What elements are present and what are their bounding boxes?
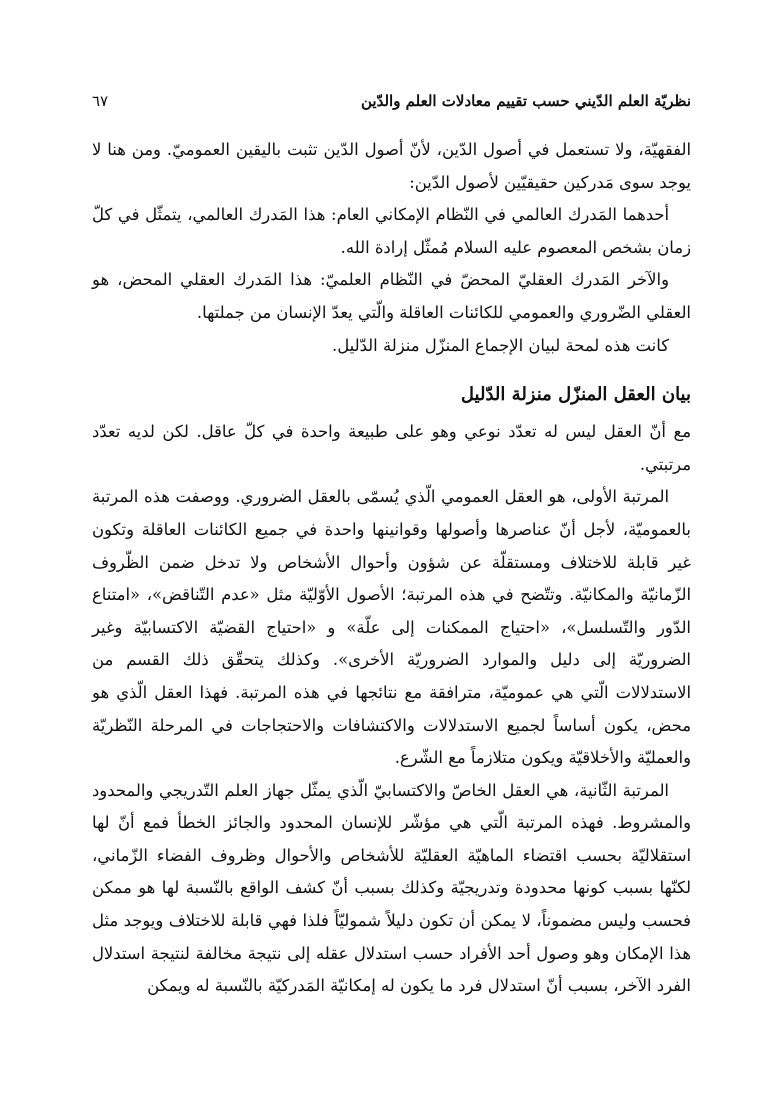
paragraph: المرتبة الثّانية، هي العقل الخاصّ والاكتسابيّ الّذي يمثّل جهاز العلم التّدريجي والمحدود والمشروط. فهذه المرتبة الّتي هي مؤشّر للإنسان المحدود والجائز الخطأ فمع أنّ لها استقلاليّة بحسب اقتضاء الماهيّة العقليّة للأشخاص والأحوال وظروف الفضاء الزّماني، لكنّها بسبب كونها محدودة وتدريجيّة وكذلك بسبب أنّ كشف الواقع بالنّسبة لها هو ممكن فحسب وليس مضموناً، لا يمكن أن تكون دليلاً شموليّاً فلذا فهي قابلة للاختلاف ويوجد مثل هذا الإمكان وهو وصول أحد الأفراد حسب استدلال عقله إلى نتيجة مخالفة لنتيجة استدلال الفرد الآخر، بسبب أنّ استدلال فرد ما يكون له إمكانيّة المَدركيّة بالنّسبة له ويمكن: [92, 780, 691, 996]
paragraph: المرتبة الأولى، هو العقل العمومي الّذي يُسمّى بالعقل الضروري. ووصفت هذه المرتبة بالعموميّة، لأجل أنّ عناصرها وأصولها وقوانينها واحدة في جميع الكائنات العاقلة وتكون غير قابلة للاختلاف ومستقلّة عن شؤون وأحوال الأشخاص ولا تدخل ضمن الظّروف الزّمانيّة والمكانيّة. وتتّضح في هذه المرتبة؛ الأصول الأوّليّة مثل «عدم التّناقض»، «امتناع الدّور والتّسلسل»، «احتياج الممكنات إلى علّة» و «احتياج القضيّة الاكتسابيّة وغير الضروريّة إلى دليل والموارد الضروريّة الأخرى». وكذلك يتحقّق ذلك القسم من الاستدلالات الّتي هي عموميّة، مترافقة مع نتائجها في هذه المرتبة. فهذا العقل الّذي هو محض، يكون أساساً لجميع الاستدلالات والاكتشافات والاحتجاجات في المرحلة النّظريّة والعمليّة والأخلاقيّة ويكون متلازماً مع الشّرع.: [92, 487, 691, 768]
page-number: ٦٧: [92, 92, 109, 110]
running-header-title: نظريّة العلم الدّيني حسب تقييم معادلات العلم والدّين: [360, 92, 691, 110]
paragraph: والآخر المَدرك العقليّ المحضّ في النّظام العلميّ: هذا المَدرك العقلي المحض، هو العقلي الضّروري والعمومي للكائنات العاقلة والّتي يعدّ الإنسان من جملتها.: [92, 270, 691, 322]
section-heading: بيان العقل المنزّل منزلة الدّليل: [460, 384, 691, 406]
paragraph: مع أنّ العقل ليس له تعدّد نوعي وهو على طبيعة واحدة في كلّ عاقل. لكن لديه تعدّد مرتبتي.: [92, 422, 691, 474]
running-header: [92, 88, 691, 114]
paragraph: أحدهما المَدرك العالمي في النّظام الإمكاني العام: هذا المَدرك العالمي، يتمثّل في كلّ زمان بشخص المعصوم عليه السلام مُمثّل إرادة الله.: [92, 205, 691, 257]
paragraph: الفقهيّة، ولا تستعمل في أصول الدّين، لأنّ أصول الدّين تثبت باليقين العموميّ. ومن هنا لا يوجد سوى مَدركين حقيقيّين لأصول الدّين:: [92, 140, 691, 192]
body-text: [92, 134, 691, 1003]
paragraph: كانت هذه لمحة لبيان الإجماع المنزّل منزلة الدّليل.: [332, 335, 669, 355]
